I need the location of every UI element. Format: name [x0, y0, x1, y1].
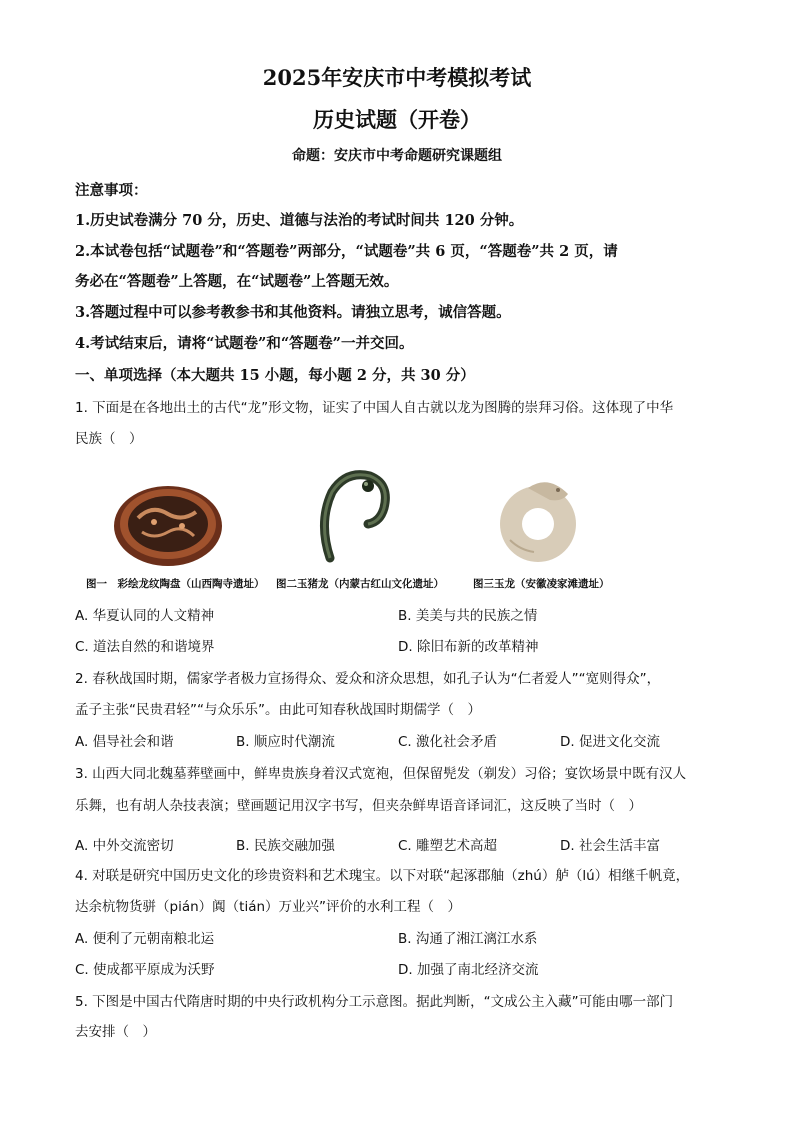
question-5-text: 5. 下图是中国古代隋唐时期的中央行政机构分工示意图。据此判断，“文成公主入藏”可能由哪一部门 [75, 994, 674, 1010]
question-3-text: 乐舞，也有胡人杂技表演；壁画题记用汉字书写，但夹杂鲜卑语音译词汇，这反映了当时（ ） [75, 798, 642, 814]
question-4-option-a[interactable]: A. 便利了元朝南粮北运 [75, 931, 215, 947]
jade-dragon-ring-image [488, 470, 588, 570]
question-4-option-d[interactable]: D. 加强了南北经济交流 [398, 962, 539, 978]
question-3-option-d[interactable]: D. 社会生活丰富 [560, 838, 660, 854]
question-1-text: 1. 下面是在各地出土的古代“龙”形文物，证实了中国人自古就以龙为图腾的崇拜习俗。这体现了中华 [75, 400, 674, 416]
question-2-option-a[interactable]: A. 倡导社会和谐 [75, 734, 174, 750]
notes-heading: 注意事项： [75, 182, 148, 199]
question-2-option-b[interactable]: B. 顺应时代潮流 [236, 734, 335, 750]
question-3-option-a[interactable]: A. 中外交流密切 [75, 838, 174, 854]
question-4-option-b[interactable]: B. 沟通了湘江漓江水系 [398, 931, 538, 947]
question-3-text: 3. 山西大同北魏墓葬壁画中，鲜卑贵族身着汉式宽袍，但保留髡发（剃发）习俗；宴饮场景中既有汉人 [75, 766, 687, 782]
figure-1-caption: 图一 彩绘龙纹陶盘（山西陶寺遗址） [86, 578, 265, 590]
figure-3-caption: 图三玉龙（安徽凌家滩遗址） [473, 578, 610, 590]
question-4-option-c[interactable]: C. 使成都平原成为沃野 [75, 962, 215, 978]
question-1-option-d[interactable]: D. 除旧布新的改革精神 [398, 639, 539, 655]
question-3-option-c[interactable]: C. 雕塑艺术高超 [398, 838, 498, 854]
figure-2-caption: 图二玉猪龙（内蒙古红山文化遗址） [276, 578, 444, 590]
section-heading: 一、单项选择（本大题共 15 小题，每小题 2 分，共 30 分） [75, 367, 475, 384]
question-1-option-b[interactable]: B. 美美与共的民族之情 [398, 608, 538, 624]
pottery-plate-image [112, 478, 224, 568]
question-3-option-b[interactable]: B. 民族交融加强 [236, 838, 335, 854]
question-1-option-a[interactable]: A. 华夏认同的人文精神 [75, 608, 215, 624]
question-2-text: 2. 春秋战国时期，儒家学者极力宣扬得众、爱众和济众思想，如孔子认为“仁者爱人”“宽则得众”， [75, 671, 661, 687]
note-line: 4.考试结束后，请将“试题卷”和“答题卷”一并交回。 [75, 335, 414, 352]
note-line: 务必在“答题卷”上答题，在“试题卷”上答题无效。 [75, 273, 399, 290]
note-line: 2.本试卷包括“试题卷”和“答题卷”两部分，“试题卷”共 6 页，“答题卷”共 2 页，请 [75, 243, 618, 260]
question-4-text: 4. 对联是研究中国历史文化的珍贵资料和艺术瑰宝。以下对联“起涿郡舳（zhú）舻（lú）相继千帆竟， [75, 868, 690, 884]
exam-author: 命题：安庆市中考命题研究课题组 [292, 148, 502, 164]
question-2-option-d[interactable]: D. 促进文化交流 [560, 734, 660, 750]
question-5-text: 去安排（ ） [75, 1024, 156, 1040]
question-4-text: 达余杭物货骈（pián）阗（tián）万业兴”评价的水利工程（ ） [75, 899, 462, 915]
question-2-text: 孟子主张“民贵君轻”“与众乐乐”。由此可知春秋战国时期儒学（ ） [75, 702, 481, 718]
question-1-text: 民族（ ） [75, 431, 143, 447]
note-line: 1.历史试卷满分 70 分，历史、道德与法治的考试时间共 120 分钟。 [75, 212, 524, 229]
note-line: 3.答题过程中可以参考教参书和其他资料。请独立思考，诚信答题。 [75, 304, 511, 321]
exam-title: 2025年安庆市中考模拟考试 [262, 65, 532, 90]
jade-pig-dragon-image [310, 462, 400, 572]
exam-subtitle: 历史试题（开卷） [313, 107, 481, 132]
question-2-option-c[interactable]: C. 激化社会矛盾 [398, 734, 498, 750]
question-1-option-c[interactable]: C. 道法自然的和谐境界 [75, 639, 215, 655]
